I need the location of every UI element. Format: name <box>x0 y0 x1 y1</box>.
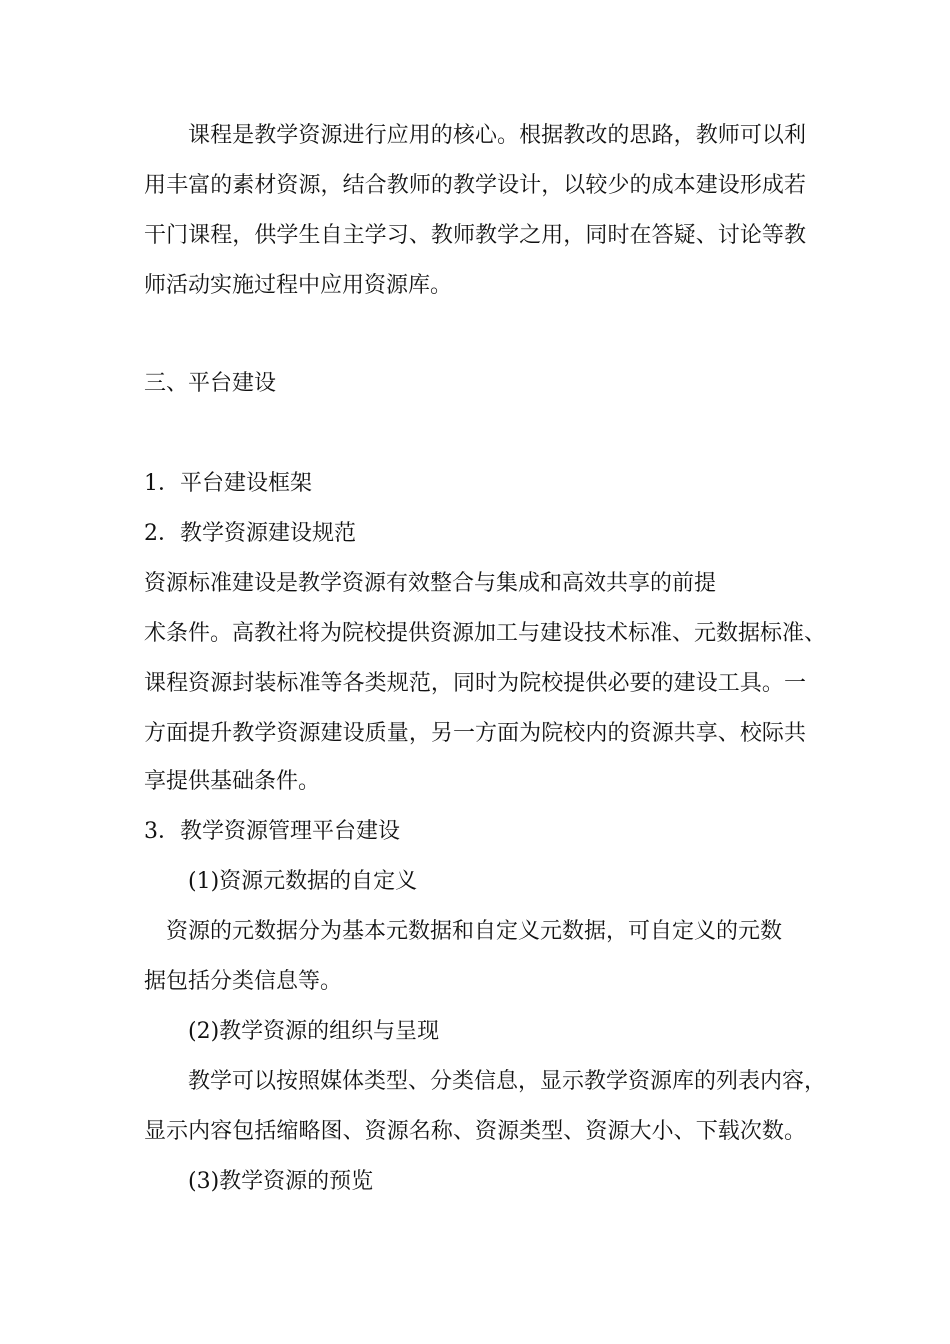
subsection-title: (2)教学资源的组织与呈现 <box>188 1019 440 1044</box>
paragraph-line: 教学可以按照媒体类型、分类信息，显示教学资源库的列表内容， <box>188 1069 827 1094</box>
paragraph-line: 干门课程，供学生自主学习、教师教学之用，同时在答疑、讨论等教 <box>144 223 806 248</box>
numbered-heading: 1．平台建设框架 <box>144 471 312 496</box>
section-heading: 三、平台建设 <box>144 371 277 396</box>
subsection-title: (1)资源元数据的自定义 <box>188 869 418 894</box>
numbered-heading: 2．教学资源建设规范 <box>144 521 356 546</box>
paragraph-line: 据包括分类信息等。 <box>144 969 343 994</box>
paragraph-line: 课程资源封装标准等各类规范，同时为院校提供必要的建设工具。一 <box>144 671 806 696</box>
paragraph-line: 方面提升教学资源建设质量，另一方面为院校内的资源共享、校际共 <box>144 721 806 746</box>
paragraph-line: 显示内容包括缩略图、资源名称、资源类型、资源大小、下载次数。 <box>144 1119 806 1144</box>
numbered-heading: 3．教学资源管理平台建设 <box>144 819 400 844</box>
paragraph-line: 享提供基础条件。 <box>144 769 321 794</box>
paragraph-line: 用丰富的素材资源，结合教师的教学设计，以较少的成本建设形成若 <box>144 173 806 198</box>
paragraph-line: 术条件。高教社将为院校提供资源加工与建设技术标准、元数据标准、 <box>144 621 827 646</box>
subsection-title: (3)教学资源的预览 <box>188 1169 374 1194</box>
paragraph-line: 课程是教学资源进行应用的核心。根据教改的思路，教师可以利 <box>188 123 806 148</box>
paragraph-line: 资源的元数据分为基本元数据和自定义元数据，可自定义的元数 <box>166 919 783 944</box>
paragraph-line: 师活动实施过程中应用资源库。 <box>144 273 453 298</box>
paragraph-line: 资源标准建设是教学资源有效整合与集成和高效共享的前提 <box>144 571 717 596</box>
